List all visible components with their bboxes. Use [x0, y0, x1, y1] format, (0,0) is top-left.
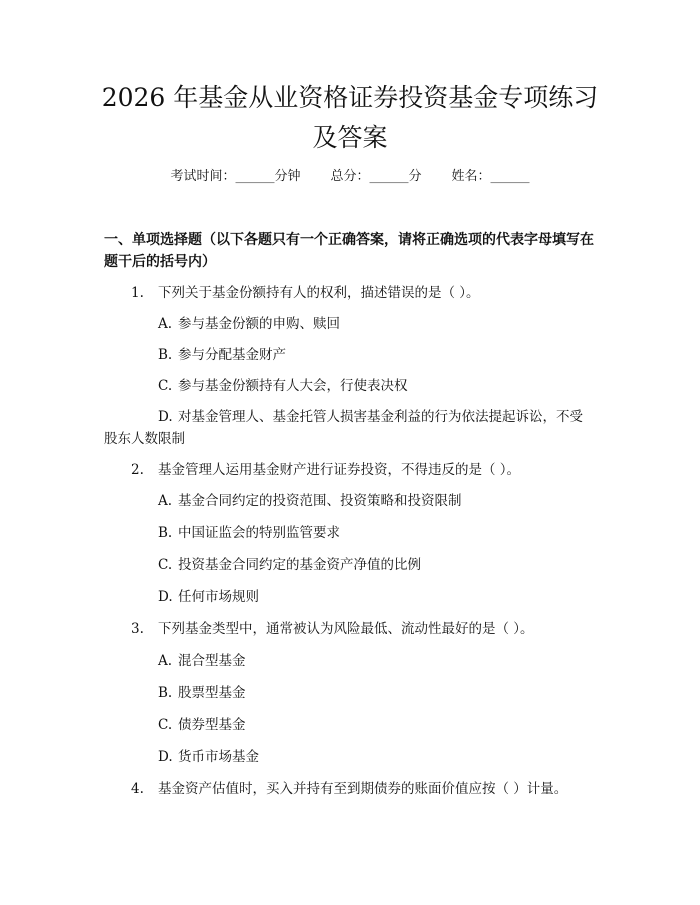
option-text: 货币市场基金: [178, 749, 259, 765]
question-1-option-d-continuation: 股东人数限制: [104, 431, 185, 447]
option-text: 任何市场规则: [178, 589, 259, 605]
exam-info-line: [0, 167, 700, 187]
question-3-option-a: [158, 651, 246, 671]
question-text: 下列关于基金份额持有人的权利，描述错误的是（ ）。: [158, 285, 480, 301]
option-text: 中国证监会的特别监管要求: [178, 525, 340, 541]
option-label: A.: [158, 493, 173, 509]
question-text: 下列基金类型中，通常被认为风险最低、流动性最好的是（ ）。: [158, 621, 534, 637]
question-number: 4.: [131, 781, 144, 797]
question-3: [131, 619, 534, 639]
question-1-option-d: [158, 407, 583, 427]
question-2-option-d: [158, 587, 259, 607]
option-label: B.: [158, 685, 173, 701]
option-label: D.: [158, 409, 173, 425]
option-label: D.: [158, 589, 173, 605]
exam-time-label: 考试时间：______分钟: [170, 169, 301, 184]
option-text: 投资基金合同约定的基金资产净值的比例: [178, 557, 421, 573]
question-2-option-c: [158, 555, 421, 575]
section-heading-line-1: 一、单项选择题（以下各题只有一个正确答案，请将正确选项的代表字母填写在: [104, 232, 594, 248]
question-3-option-d: [158, 747, 259, 767]
option-label: A.: [158, 316, 173, 332]
section-heading-line-2: 题干后的括号内）: [104, 254, 216, 270]
option-label: B.: [158, 347, 173, 363]
option-label: A.: [158, 653, 173, 669]
option-label: C.: [158, 378, 173, 394]
question-1: [131, 283, 480, 303]
option-label: C.: [158, 717, 173, 733]
option-text: 混合型基金: [178, 653, 246, 669]
question-number: 1.: [131, 285, 144, 301]
option-label: C.: [158, 557, 173, 573]
total-score-label: 总分：______分: [330, 169, 422, 184]
question-text: 基金管理人运用基金财产进行证券投资，不得违反的是（ ）。: [158, 462, 521, 478]
question-3-option-c: [158, 715, 246, 735]
question-2-option-b: [158, 523, 340, 543]
option-text: 对基金管理人、基金托管人损害基金利益的行为依法提起诉讼，不受: [178, 409, 583, 425]
option-text: 参与基金份额持有人大会，行使表决权: [178, 378, 408, 394]
question-1-option-b: [158, 345, 286, 365]
option-text: 基金合同约定的投资范围、投资策略和投资限制: [178, 493, 462, 509]
option-text: 参与分配基金财产: [178, 347, 286, 363]
title-line-1: 2026 年基金从业资格证券投资基金专项练习: [101, 83, 599, 112]
title-line-2: 及答案: [312, 123, 388, 152]
option-text: 债券型基金: [178, 717, 246, 733]
question-number: 3.: [131, 621, 144, 637]
question-text: 基金资产估值时，买入并持有至到期债券的账面价值应按（ ）计量。: [158, 781, 568, 797]
question-3-option-b: [158, 683, 246, 703]
question-1-option-c: [158, 376, 408, 396]
question-2: [131, 460, 520, 480]
question-4: [131, 779, 567, 799]
option-label: D.: [158, 749, 173, 765]
section-heading: [104, 229, 604, 273]
question-2-option-a: [158, 491, 462, 511]
name-label: 姓名：______: [451, 169, 530, 184]
option-label: B.: [158, 525, 173, 541]
question-number: 2.: [131, 462, 144, 478]
document-title: [70, 78, 630, 158]
question-1-option-a: [158, 314, 340, 334]
option-text: 股票型基金: [178, 685, 246, 701]
option-text: 参与基金份额的申购、赎回: [178, 316, 340, 332]
